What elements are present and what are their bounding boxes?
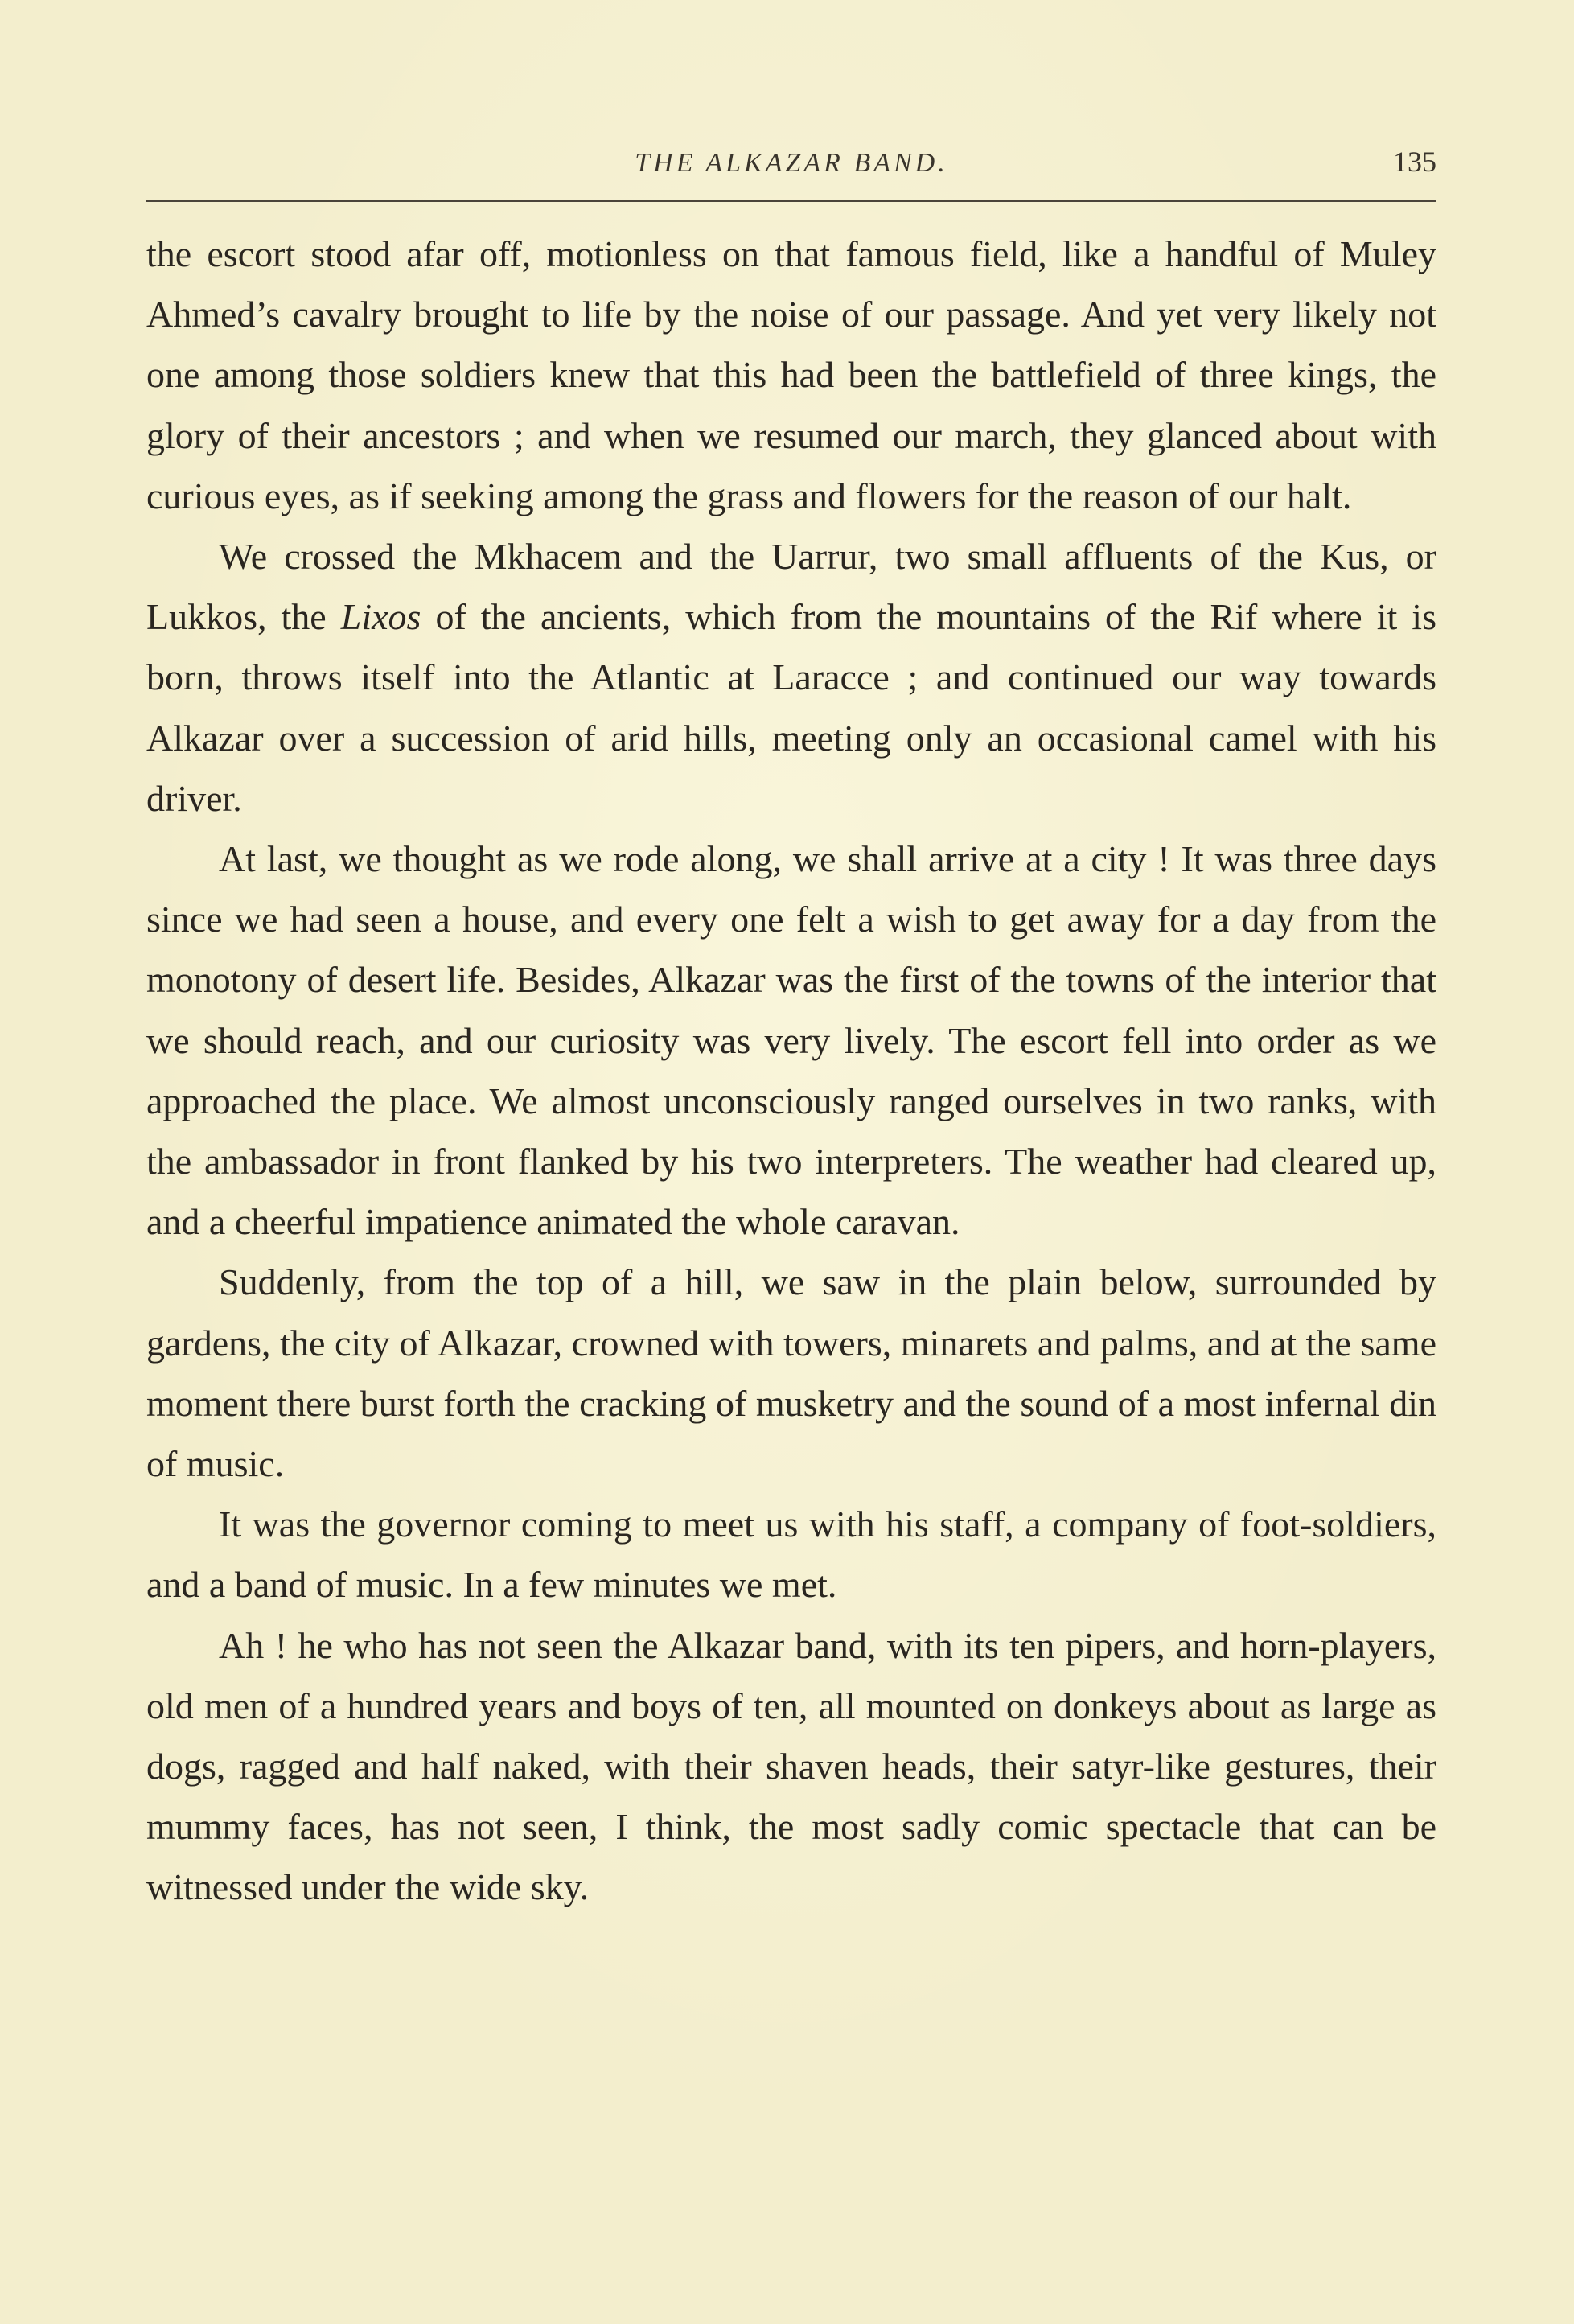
body-text (146, 224, 1436, 1918)
paragraph-6: Ah ! he who has not seen the Alkazar band, with its ten pipers, and horn-players, old men of a hundred years and boys of ten, all mounted on donkeys about as large as dogs, ragged and half naked, with their shaven heads, their satyr-like gestures, their mummy faces, has not seen, I think, the most sadly comic spectacle that can be witnessed under the wide sky. (146, 1624, 1436, 1908)
paragraph-4: Suddenly, from the top of a hill, we saw in the plain below, surrounded by gardens, the city of Alkazar, crowned with towers, minarets and palms, and at the same moment there burst forth the cracking of musketry and the sound of a most infernal din of music. (146, 1261, 1436, 1485)
page-number: 135 (1393, 146, 1436, 178)
paragraph-2-italic-lixos: Lixos (340, 596, 421, 638)
paragraph-2-text-after: of the ancients, which from the mountains of the Rif where it is born, throws itself into the Atlantic at Laracce ; and continued our way towards Alkazar over a succession of arid hills, meeting only an occasional camel with his driver. (146, 596, 1436, 819)
header-rule (146, 200, 1436, 202)
paragraph-3: At last, we thought as we rode along, we shall arrive at a city ! It was three days since we had seen a house, and every one felt a wish to get away for a day from the monotony of desert life. Besides, Alkazar was the first of the towns of the interior that we should reach, and our curiosity was very lively. The escort fell into order as we approached the place. We almost unconsciously ranged ourselves in two ranks, with the ambassador in front flanked by his two interpreters. The weather had cleared up, and a cheerful impatience animated the whole caravan. (146, 838, 1436, 1243)
paragraph-1: the escort stood afar off, motionless on that famous field, like a handful of Muley Ahmed’s cavalry brought to life by the noise of our passage. And yet very likely not one among those soldiers knew that this had been the battlefield of three kings, the glory of their ancestors ; and when we resumed our march, they glanced about with curious eyes, as if seeking among the grass and flowers for the reason of our halt. (146, 233, 1436, 516)
running-title: THE ALKAZAR BAND. (635, 148, 948, 178)
paragraph-5: It was the governor coming to meet us with his staff, a company of foot-soldiers, and a band of music. In a few minutes we met. (146, 1503, 1436, 1606)
paragraph-2 (146, 526, 1436, 829)
running-head (146, 145, 1436, 193)
paragraph-2-text-before: We crossed the Mkhacem and the Uarrur, two small affluents of the Kus, or Lukkos, the (146, 536, 1436, 638)
